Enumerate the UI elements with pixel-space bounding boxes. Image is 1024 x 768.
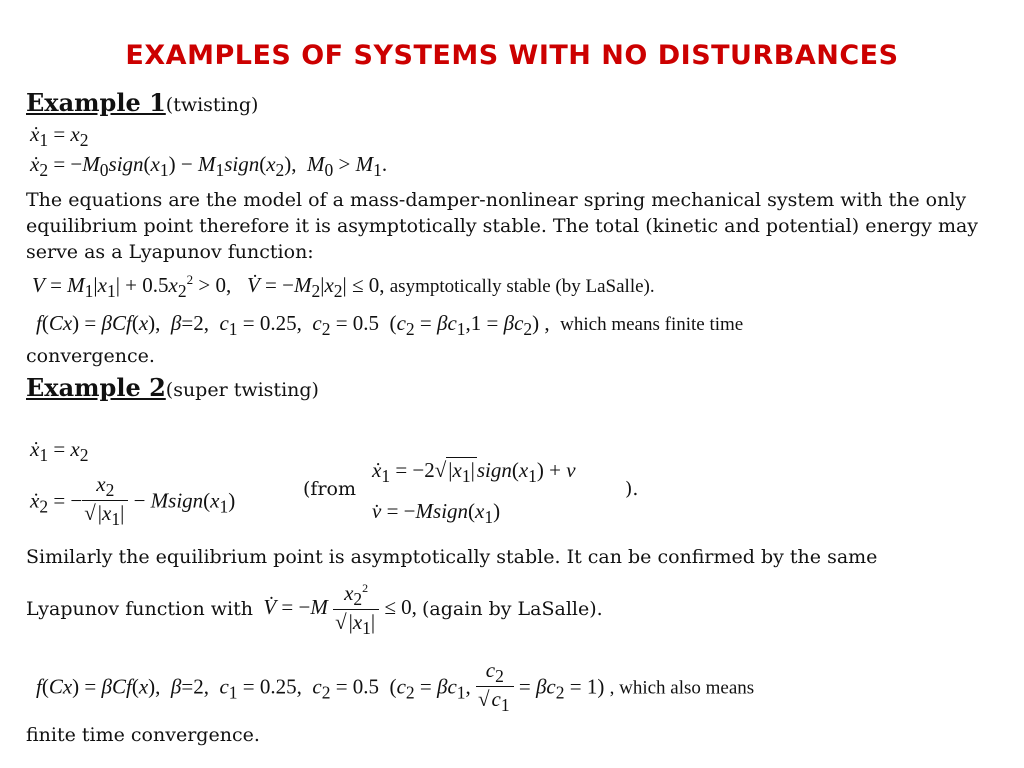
example-2-conclusion: finite time convergence.: [26, 724, 260, 746]
example-1-subtitle: (twisting): [165, 94, 259, 116]
slide-title: EXAMPLES OF SYSTEMS WITH NO DISTURBANCES: [125, 40, 899, 71]
example-2-from-close: ).: [625, 478, 639, 500]
example-2-lyapunov-suffix: (again by LaSalle).: [422, 598, 603, 621]
example-2-heading: Example 2: [26, 373, 166, 402]
example-2-lyapunov-prefix: Lyapunov function with: [26, 598, 253, 621]
example-2-equation-2: ẋ$_2$ = − $\frac{x_2}{√|x_1|}$ − $Msign(x_1)$: [30, 472, 236, 530]
example-1-lyapunov-line: $V = M_1|x_1| + 0.5x_2^2 > 0$, V̇ = $-M_2|x_2| \le 0$, asymptotically stable (by LaSalle).: [32, 272, 655, 302]
example-2-homogeneity-text: , which also means: [609, 677, 755, 699]
example-2-lyapunov-line: Lyapunov function with V̇ = −M $\frac{x_2^2}{√|x_1|}$ ≤ 0, (again by LaSalle).: [26, 581, 603, 639]
example-1-homogeneity-text: which means finite time: [560, 314, 744, 335]
example-1-heading-row: [26, 88, 258, 117]
example-2-paragraph: Similarly the equilibrium point is asymptotically stable. It can be confirmed by the same: [26, 546, 878, 568]
example-1-paragraph: The equations are the model of a mass-damper-nonlinear spring mechanical system with the only equilibrium point therefore it is asymptotically stable. The total (kinetic and potential) energy may serve as a Lyapunov function:: [26, 189, 979, 263]
example-2-from-label: (from: [303, 478, 356, 500]
example-2-equation-1: ẋ$_1$ = $x_2$: [30, 437, 89, 466]
example-2-heading-row: [26, 373, 319, 402]
example-1-homogeneity-line: f(Cx) = βCf(x), β=2, $c_1 = 0.25$, $c_2 = 0.5$ $(c_2 = \beta c_1,1 = \beta c_2)$ , which means finite time: [36, 311, 744, 340]
example-2-homogeneity-line: f(Cx) = βCf(x), β=2, $c_1 = 0.25$, $c_2 = 0.5$ ($c_2 = \beta c_1$, $\frac{c_2}{√c_1}$ = $\beta c_2 = 1$) , which also means: [36, 658, 755, 716]
example-1-heading: Example 1: [26, 88, 166, 117]
example-2-origin-equation-1: ẋ$_1$ = $-2√|x_1|sign(x_1) + v$: [372, 458, 576, 487]
example-1-equation-2: ẋ$_2$ = $-M_0sign(x_1)$ − $M_1sign(x_2)$, $M_0 > M_1$.: [30, 152, 388, 181]
example-1-lyapunov-text: asymptotically stable (by LaSalle).: [389, 276, 655, 297]
example-2-subtitle: (super twisting): [165, 379, 319, 401]
example-2-origin-equation-2: v̇ = $-Msign(x_1)$: [372, 499, 501, 528]
example-1-equation-1: ẋ$_1$ = $x_2$: [30, 122, 89, 151]
example-1-conclusion: convergence.: [26, 345, 155, 367]
